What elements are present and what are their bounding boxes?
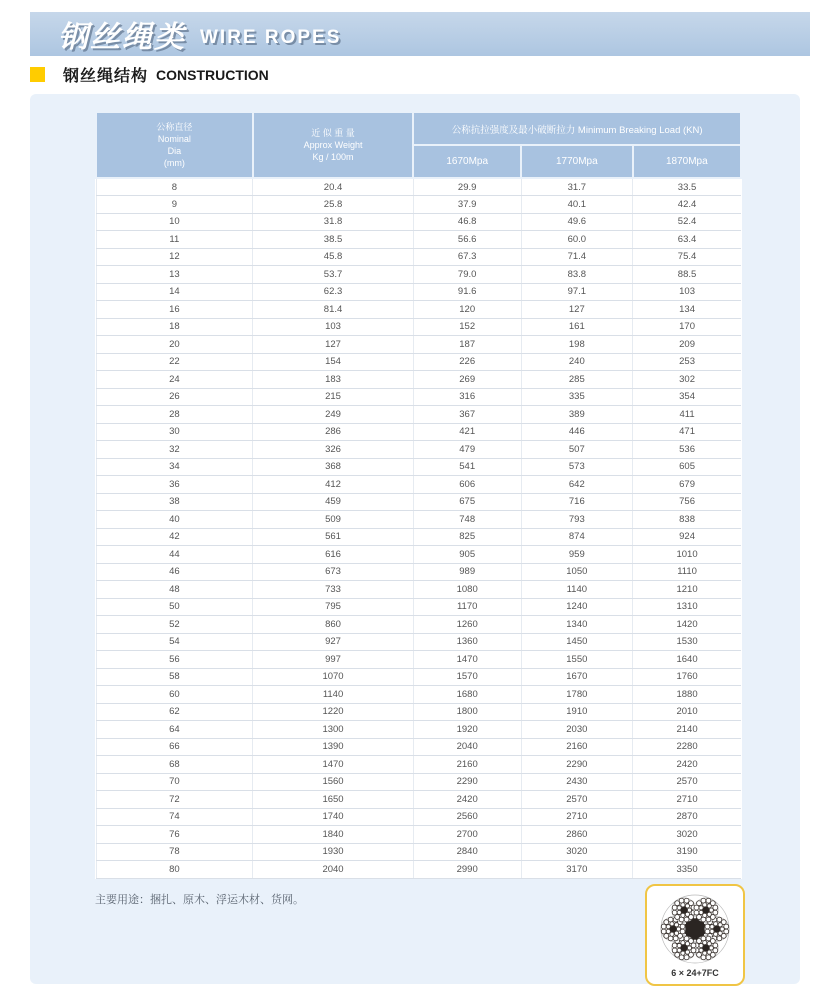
table-cell: 76 [96,826,253,844]
table-cell: 53.7 [253,266,414,284]
table-cell: 56.6 [413,231,521,249]
table-cell: 1170 [413,598,521,616]
table-cell: 170 [633,318,741,336]
table-cell: 2040 [253,861,414,879]
table-row [96,353,741,371]
header-line: Nominal [157,134,191,144]
usage-note: 主要用途：捆扎、原木、浮运木材、货网。 [95,894,304,906]
table-cell: 1930 [253,843,414,861]
table-cell: 52.4 [633,213,741,231]
rope-construction-box [645,884,745,986]
table-cell: 1390 [253,738,414,756]
table-cell: 2140 [633,721,741,739]
table-row [96,791,741,809]
table-cell: 367 [413,406,521,424]
table-cell: 412 [253,476,414,494]
table-cell: 1760 [633,668,741,686]
table-cell: 97.1 [521,283,633,301]
table-cell: 756 [633,493,741,511]
table-cell: 75.4 [633,248,741,266]
table-cell: 78 [96,843,253,861]
table-row [96,598,741,616]
table-row [96,756,741,774]
table-row [96,738,741,756]
table-cell: 1570 [413,668,521,686]
table-cell: 240 [521,353,633,371]
table-cell: 673 [253,563,414,581]
table-cell: 1530 [633,633,741,651]
table-cell: 326 [253,441,414,459]
table-cell: 49.6 [521,213,633,231]
table-cell: 31.8 [253,213,414,231]
table-cell: 1140 [521,581,633,599]
table-cell: 1780 [521,686,633,704]
table-cell: 58 [96,668,253,686]
table-cell: 127 [253,336,414,354]
rope-cross-section-icon [653,889,737,969]
table-row [96,213,741,231]
table-cell: 446 [521,423,633,441]
table-cell: 924 [633,528,741,546]
table-cell: 795 [253,598,414,616]
table-row [96,668,741,686]
table-row [96,546,741,564]
table-cell: 2860 [521,826,633,844]
table-cell: 198 [521,336,633,354]
table-cell: 2840 [413,843,521,861]
table-cell: 1800 [413,703,521,721]
table-cell: 1340 [521,616,633,634]
table-cell: 253 [633,353,741,371]
table-cell: 36 [96,476,253,494]
table-cell: 46.8 [413,213,521,231]
table-row [96,406,741,424]
table-cell: 679 [633,476,741,494]
table-cell: 1840 [253,826,414,844]
table-cell: 905 [413,546,521,564]
table-cell: 509 [253,511,414,529]
section-heading [30,63,269,86]
table-cell: 56 [96,651,253,669]
table-cell: 2710 [633,791,741,809]
table-cell: 44 [96,546,253,564]
table-cell: 54 [96,633,253,651]
table-row [96,633,741,651]
table-cell: 1300 [253,721,414,739]
wire-rope-table [95,113,742,879]
table-cell: 29.9 [413,178,521,196]
table-row [96,686,741,704]
table-row [96,843,741,861]
table-cell: 536 [633,441,741,459]
table-row [96,563,741,581]
table-row [96,266,741,284]
table-cell: 31.7 [521,178,633,196]
header-line: Dia [167,146,182,156]
header-line: 近 似 重 量 [311,128,355,138]
table-cell: 249 [253,406,414,424]
table-cell: 2870 [633,808,741,826]
table-cell: 748 [413,511,521,529]
header-nominal-dia [96,113,253,178]
header-1870mpa: 1870Mpa [633,145,741,178]
table-cell: 127 [521,301,633,319]
table-row [96,196,741,214]
table-cell: 11 [96,231,253,249]
table-cell: 1140 [253,686,414,704]
table-cell: 1680 [413,686,521,704]
table-cell: 2430 [521,773,633,791]
table-cell: 34 [96,458,253,476]
table-cell: 215 [253,388,414,406]
section-title-en: CONSTRUCTION [156,66,269,83]
table-cell: 1550 [521,651,633,669]
table-cell: 541 [413,458,521,476]
table-cell: 286 [253,423,414,441]
table-cell: 316 [413,388,521,406]
table-row [96,703,741,721]
table-cell: 1260 [413,616,521,634]
table-cell: 2570 [633,773,741,791]
table-cell: 605 [633,458,741,476]
table-cell: 154 [253,353,414,371]
table-cell: 16 [96,301,253,319]
table-cell: 616 [253,546,414,564]
table-cell: 38.5 [253,231,414,249]
table-cell: 32 [96,441,253,459]
table-cell: 209 [633,336,741,354]
table-cell: 2290 [413,773,521,791]
table-cell: 2030 [521,721,633,739]
section-title-zh: 钢丝绳结构 [63,68,149,85]
table-cell: 161 [521,318,633,336]
table-cell: 860 [253,616,414,634]
table-cell: 1670 [521,668,633,686]
table-row [96,616,741,634]
table-cell: 1920 [413,721,521,739]
table-cell: 285 [521,371,633,389]
table-cell: 1470 [413,651,521,669]
table-cell: 20.4 [253,178,414,196]
table-cell: 40 [96,511,253,529]
table-cell: 26 [96,388,253,406]
table-cell: 46 [96,563,253,581]
table-cell: 52 [96,616,253,634]
table-cell: 471 [633,423,741,441]
table-cell: 1470 [253,756,414,774]
table-cell: 3020 [521,843,633,861]
table-cell: 40.1 [521,196,633,214]
table-cell: 60.0 [521,231,633,249]
table-cell: 226 [413,353,521,371]
table-cell: 37.9 [413,196,521,214]
table-cell: 1240 [521,598,633,616]
table-row [96,721,741,739]
table-row [96,283,741,301]
table-row [96,773,741,791]
table-cell: 79.0 [413,266,521,284]
table-row [96,301,741,319]
table-cell: 1210 [633,581,741,599]
table-cell: 10 [96,213,253,231]
table-cell: 2160 [413,756,521,774]
table-row [96,458,741,476]
table-cell: 63.4 [633,231,741,249]
table-cell: 42.4 [633,196,741,214]
table-cell: 60 [96,686,253,704]
yellow-bullet-icon [30,67,45,82]
table-cell: 2420 [413,791,521,809]
table-cell: 411 [633,406,741,424]
header-1770mpa: 1770Mpa [521,145,633,178]
table-cell: 71.4 [521,248,633,266]
table-row [96,336,741,354]
table-cell: 103 [633,283,741,301]
table-header [96,113,741,178]
table-row [96,231,741,249]
table-cell: 2040 [413,738,521,756]
table-cell: 421 [413,423,521,441]
table-cell: 1110 [633,563,741,581]
table-cell: 45.8 [253,248,414,266]
table-row [96,581,741,599]
table-cell: 1050 [521,563,633,581]
table-cell: 74 [96,808,253,826]
table-cell: 335 [521,388,633,406]
table-cell: 1740 [253,808,414,826]
banner-title-zh: 钢丝绳类 [58,21,186,54]
table-cell: 22 [96,353,253,371]
table-cell: 50 [96,598,253,616]
table-cell: 2290 [521,756,633,774]
table-cell: 70 [96,773,253,791]
table-cell: 269 [413,371,521,389]
header-breaking-load-group: 公称抗拉强度及最小破断拉力 Minimum Breaking Load (KN) [413,113,741,145]
header-line: Kg / 100m [312,152,354,162]
table-cell: 675 [413,493,521,511]
banner-title-en: WIRE ROPES [200,27,342,48]
table-cell: 1650 [253,791,414,809]
header-1670mpa: 1670Mpa [413,145,521,178]
table-cell: 959 [521,546,633,564]
table-cell: 66 [96,738,253,756]
table-cell: 18 [96,318,253,336]
table-cell: 989 [413,563,521,581]
header-line: Approx Weight [303,140,363,150]
table-cell: 3190 [633,843,741,861]
table-cell: 38 [96,493,253,511]
table-cell: 368 [253,458,414,476]
table-cell: 2710 [521,808,633,826]
table-row [96,476,741,494]
table-cell: 2700 [413,826,521,844]
table-cell: 2560 [413,808,521,826]
table-cell: 507 [521,441,633,459]
table-cell: 927 [253,633,414,651]
header-line: (mm) [163,158,185,168]
table-cell: 12 [96,248,253,266]
table-cell: 3020 [633,826,741,844]
table-cell: 120 [413,301,521,319]
table-cell: 1880 [633,686,741,704]
table-cell: 2990 [413,861,521,879]
table-cell: 91.6 [413,283,521,301]
table-cell: 152 [413,318,521,336]
table-cell: 716 [521,493,633,511]
table-cell: 88.5 [633,266,741,284]
table-row [96,493,741,511]
table-cell: 838 [633,511,741,529]
table-cell: 2420 [633,756,741,774]
table-cell: 479 [413,441,521,459]
table-cell: 13 [96,266,253,284]
table-cell: 72 [96,791,253,809]
table-cell: 183 [253,371,414,389]
table-cell: 1640 [633,651,741,669]
table-cell: 573 [521,458,633,476]
table-cell: 134 [633,301,741,319]
table-cell: 874 [521,528,633,546]
table-cell: 2570 [521,791,633,809]
rope-construction-label: 6 × 24+7FC [671,968,719,978]
table-cell: 1220 [253,703,414,721]
table-cell: 103 [253,318,414,336]
table-cell: 28 [96,406,253,424]
table-cell: 1070 [253,668,414,686]
table-row [96,248,741,266]
table-row [96,651,741,669]
table-cell: 30 [96,423,253,441]
table-cell: 8 [96,178,253,196]
table-cell: 42 [96,528,253,546]
table-cell: 389 [521,406,633,424]
table-cell: 1560 [253,773,414,791]
table-cell: 62 [96,703,253,721]
page-banner [30,12,810,56]
table-cell: 793 [521,511,633,529]
table-row [96,808,741,826]
table-cell: 1420 [633,616,741,634]
table-cell: 459 [253,493,414,511]
table-cell: 83.8 [521,266,633,284]
table-cell: 67.3 [413,248,521,266]
table-cell: 68 [96,756,253,774]
table-row [96,423,741,441]
table-cell: 825 [413,528,521,546]
table-cell: 642 [521,476,633,494]
table-cell: 1010 [633,546,741,564]
table-row [96,318,741,336]
table-cell: 9 [96,196,253,214]
table-row [96,528,741,546]
table-cell: 561 [253,528,414,546]
table-cell: 302 [633,371,741,389]
table-cell: 2160 [521,738,633,756]
table-cell: 1450 [521,633,633,651]
table-cell: 3350 [633,861,741,879]
table-cell: 1310 [633,598,741,616]
table-cell: 3170 [521,861,633,879]
table-cell: 733 [253,581,414,599]
table-cell: 48 [96,581,253,599]
table-cell: 2010 [633,703,741,721]
table-cell: 33.5 [633,178,741,196]
header-approx-weight [253,113,414,178]
table-cell: 997 [253,651,414,669]
table-row [96,441,741,459]
table-cell: 1910 [521,703,633,721]
table-body [96,178,741,878]
table-cell: 354 [633,388,741,406]
table-cell: 187 [413,336,521,354]
table-cell: 14 [96,283,253,301]
header-line: 公称直径 [156,122,193,132]
table-cell: 20 [96,336,253,354]
table-row [96,511,741,529]
table-row [96,371,741,389]
table-row [96,178,741,196]
table-row [96,861,741,879]
table-row [96,826,741,844]
table-cell: 24 [96,371,253,389]
table-cell: 64 [96,721,253,739]
table-cell: 2280 [633,738,741,756]
table-cell: 80 [96,861,253,879]
table-row [96,388,741,406]
table-cell: 62.3 [253,283,414,301]
table-cell: 606 [413,476,521,494]
table-cell: 25.8 [253,196,414,214]
table-cell: 1080 [413,581,521,599]
table-cell: 81.4 [253,301,414,319]
table-cell: 1360 [413,633,521,651]
